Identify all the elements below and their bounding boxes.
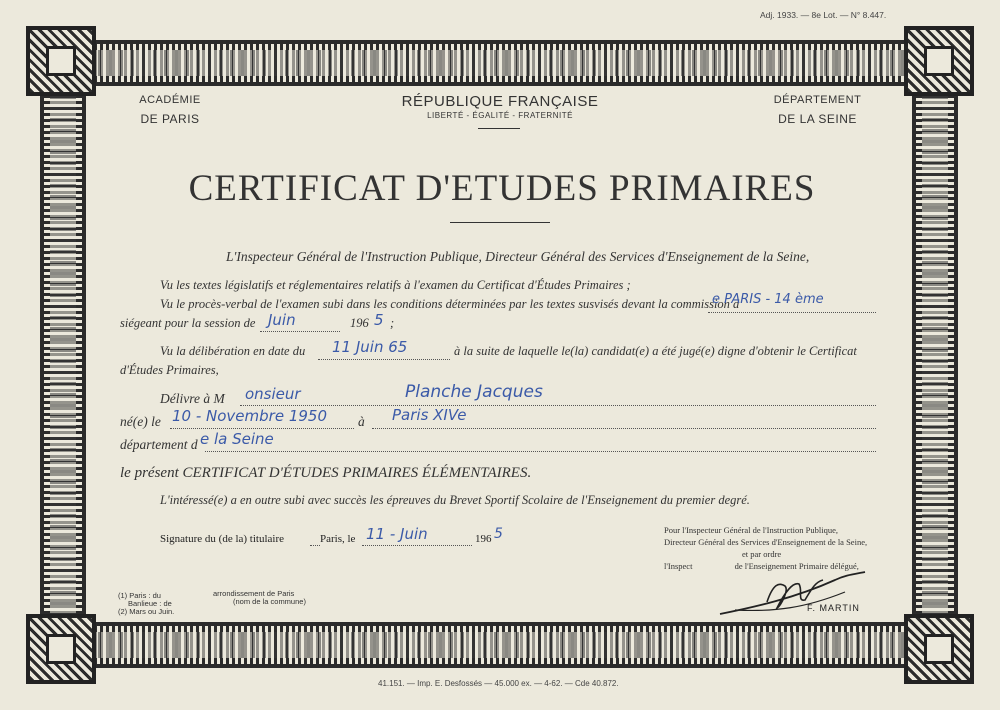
corner-ornament-bottom-right <box>904 614 974 684</box>
place-label: Paris, le <box>320 533 356 545</box>
commission-value: e PARIS - 14 ème <box>712 292 824 307</box>
present-certificate-line: le présent CERTIFICAT D'ÉTUDES PRIMAIRES ÉLÉMENTAIRES. <box>120 465 532 481</box>
brevet-line: L'intéressé(e) a en outre subi avec succès les épreuves du Brevet Sportif Scolaire de l'Enseignement du premier degré. <box>160 493 750 507</box>
signature-year-digit: 5 <box>494 526 503 542</box>
delivre-value: onsieur <box>245 385 301 403</box>
republic-line1: RÉPUBLIQUE FRANÇAISE <box>401 93 599 110</box>
candidate-name: Planche Jacques <box>405 382 543 402</box>
birth-date-label: né(e) le <box>120 414 161 429</box>
birth-place-dotted-line <box>372 428 876 429</box>
corner-ornament-top-left <box>26 26 96 96</box>
session-semicolon: ; <box>390 316 395 330</box>
footnote-1a: (1) Paris : du <box>118 591 161 600</box>
header-rule <box>478 128 520 129</box>
session-dotted-line <box>260 331 340 332</box>
footnote-arrondissement: arrondissement de Paris <box>213 589 295 598</box>
deliberation-rest: à la suite de laquelle le(la) candidat(e) a été jugé(e) digne d'obtenir le Certificat <box>454 344 857 358</box>
print-reference: Adj. 1933. — 8e Lot. — N° 8.447. <box>760 10 887 20</box>
signatory-name: F. MARTIN <box>807 603 860 613</box>
departement-heading <box>755 94 880 126</box>
department-dotted-line <box>205 451 876 452</box>
vu-textes-line: Vu les textes législatifs et réglementaires relatifs à l'examen du Certificat d'Études Primaires ; <box>160 278 631 292</box>
session-label: siégeant pour la session de <box>120 316 256 330</box>
corner-ornament-bottom-left <box>26 614 96 684</box>
department-value: e la Seine <box>200 430 274 448</box>
date-dotted-line <box>362 545 472 546</box>
birth-place-value: Paris XIVe <box>392 406 467 424</box>
signature-year-prefix: 196 <box>475 533 492 545</box>
commission-dotted-line <box>708 312 876 313</box>
academie-line1: ACADÉMIE <box>139 94 201 106</box>
bottom-border <box>94 622 906 668</box>
corner-ornament-top-right <box>904 26 974 96</box>
left-border <box>40 94 86 620</box>
top-border <box>94 40 906 86</box>
academie-line2: DE PARIS <box>140 112 200 126</box>
academie-heading <box>110 94 230 126</box>
department-label: département d <box>120 437 198 452</box>
authority-line4-right: de l'Enseignement Primaire délégué, <box>734 561 859 571</box>
name-dotted-line <box>240 405 876 406</box>
deliberation-dotted-line <box>318 359 450 360</box>
authority-line2: Directeur Général des Services d'Enseignement de la Seine, <box>664 537 868 547</box>
session-value: Juin <box>268 311 296 329</box>
deliberation-label: Vu la délibération en date du <box>160 344 306 358</box>
official-signature <box>715 562 880 624</box>
printer-line: 41.151. — Imp. E. Desfossés — 45.000 ex. — 4-62. — Cde 40.872. <box>378 679 619 688</box>
delivre-label: Délivre à M <box>160 391 225 406</box>
deliberation-rest-2: d'Études Primaires, <box>120 363 219 377</box>
deliberation-value: 11 Juin 65 <box>332 338 408 356</box>
republic-motto: LIBERTÉ - ÉGALITÉ - FRATERNITÉ <box>427 111 573 120</box>
footnote-2: (2) Mars ou Juin. <box>118 607 175 616</box>
inspector-line: L'Inspecteur Général de l'Instruction Publique, Directeur Général des Services d'Enseignement de la Seine, <box>226 249 810 264</box>
birth-place-label: à <box>358 414 365 429</box>
departement-line2: DE LA SEINE <box>778 112 857 126</box>
signature-date-value: 11 - Juin <box>366 525 428 543</box>
title-ornament <box>450 218 550 223</box>
session-year-digit: 5 <box>374 311 384 329</box>
vu-proces-verbal-line: Vu le procès-verbal de l'examen subi dans les conditions déterminées par les textes susvisés devant la commission d <box>160 297 740 311</box>
footnote-commune: (nom de la commune) <box>233 597 306 606</box>
birth-date-value: 10 - Novembre 1950 <box>172 407 328 425</box>
footnote-1b: Banlieue : de <box>128 599 172 608</box>
authority-line3: et par ordre <box>742 549 782 559</box>
republic-heading <box>370 93 630 120</box>
holder-signature-dotted-line <box>310 545 320 546</box>
authority-line4-left: l'Inspect <box>664 561 693 571</box>
session-year-prefix: 196 <box>350 316 369 330</box>
certificate-title: CERTIFICAT D'ETUDES PRIMAIRES <box>188 168 816 209</box>
right-border <box>912 94 958 620</box>
authority-line1: Pour l'Inspecteur Général de l'Instruction Publique, <box>664 525 838 535</box>
departement-line1: DÉPARTEMENT <box>773 94 862 106</box>
holder-signature-label: Signature du (de la) titulaire <box>160 533 285 545</box>
birth-date-dotted-line <box>170 428 354 429</box>
